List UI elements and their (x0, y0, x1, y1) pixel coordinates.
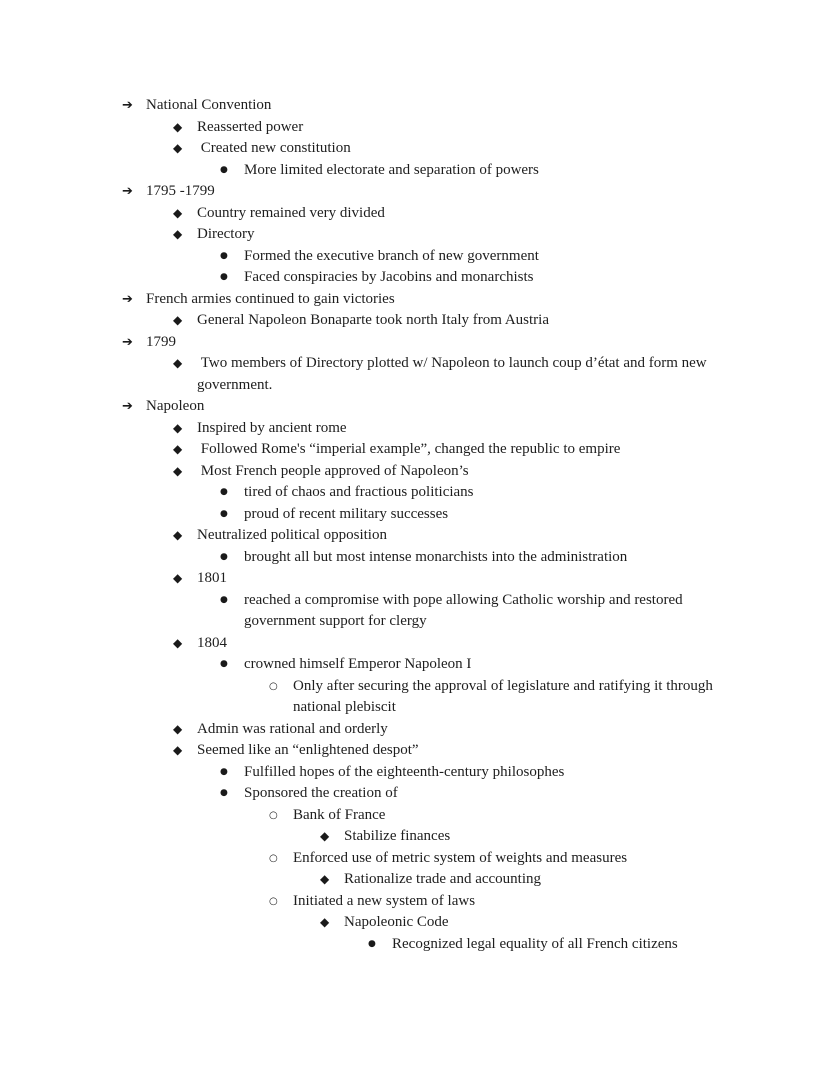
list-item (0, 805, 731, 827)
list-item-text: brought all but most intense monarchists into the administration (244, 548, 628, 565)
circle-bullet-icon: ○ (269, 809, 278, 821)
list-item-text: Country remained very divided (197, 204, 385, 221)
list-item (0, 203, 731, 225)
list-item (0, 912, 731, 934)
list-item (0, 762, 731, 784)
list-item-text: reached a compromise with pope allowing Catholic worship and restored government support for clergy (244, 591, 687, 629)
list-item (0, 138, 731, 160)
list-item-text: 1804 (197, 634, 227, 651)
list-item (0, 826, 731, 848)
list-item-text: proud of recent military successes (244, 505, 449, 522)
list-item-text: Created new constitution (197, 140, 351, 156)
list-item-text: 1799 (146, 333, 176, 350)
list-item (0, 869, 731, 891)
list-item (0, 396, 731, 418)
list-item-text: Most French people approved of Napoleon’s (197, 462, 469, 479)
disc-bullet-icon: ● (220, 164, 228, 175)
list-item (0, 719, 731, 741)
list-item (0, 783, 731, 805)
list-item-text: tired of chaos and fractious politicians (244, 484, 474, 500)
list-item-text: Napoleon (146, 398, 205, 414)
list-item (0, 117, 731, 139)
circle-bullet-icon: ○ (269, 852, 278, 864)
diamond-bullet-icon: ◆ (173, 141, 183, 155)
diamond-bullet-icon: ◆ (320, 915, 330, 929)
disc-bullet-icon: ● (220, 508, 228, 519)
diamond-bullet-icon: ◆ (173, 227, 183, 241)
list-item-text: Bank of France (293, 806, 386, 823)
list-item (0, 418, 731, 440)
list-item-text: Formed the executive branch of new government (244, 247, 539, 264)
list-item (0, 676, 731, 719)
list-item (0, 95, 731, 117)
disc-bullet-icon: ● (220, 766, 228, 777)
list-item (0, 848, 731, 870)
list-item (0, 934, 731, 956)
list-item-text: Rationalize trade and accounting (344, 871, 541, 887)
list-item-text: Enforced use of metric system of weights and measures (293, 849, 628, 866)
list-item (0, 224, 731, 246)
list-item (0, 353, 731, 396)
list-item-text: National Convention (146, 97, 272, 113)
diamond-bullet-icon: ◆ (173, 571, 183, 585)
list-item-text: General Napoleon Bonaparte took north Italy from Austria (197, 312, 549, 328)
list-item (0, 310, 731, 332)
list-item-text: Neutralized political opposition (197, 527, 387, 543)
arrow-bullet-icon: ➔ (122, 334, 133, 350)
list-item-text: Napoleonic Code (344, 914, 449, 930)
list-item-text: Initiated a new system of laws (293, 892, 476, 909)
diamond-bullet-icon: ◆ (173, 743, 183, 757)
disc-bullet-icon: ● (220, 551, 228, 562)
list-item-text: Directory (197, 226, 255, 242)
list-item-text: More limited electorate and separation of powers (244, 161, 539, 178)
list-item (0, 246, 731, 268)
list-item-text: 1801 (197, 570, 227, 586)
list-item (0, 439, 731, 461)
list-item-text: Inspired by ancient rome (197, 419, 347, 436)
disc-bullet-icon: ● (220, 594, 228, 605)
list-item (0, 461, 731, 483)
list-item (0, 633, 731, 655)
circle-bullet-icon: ○ (269, 680, 278, 692)
diamond-bullet-icon: ◆ (173, 119, 183, 134)
list-item (0, 289, 731, 311)
list-item (0, 547, 731, 569)
diamond-bullet-icon: ◆ (173, 420, 183, 435)
list-item (0, 654, 731, 676)
list-item-text: Stabilize finances (344, 828, 451, 844)
list-item-text: Seemed like an “enlightened despot” (197, 742, 419, 758)
list-item (0, 590, 731, 633)
arrow-bullet-icon: ➔ (122, 291, 133, 307)
disc-bullet-icon: ● (220, 659, 228, 669)
list-item (0, 332, 731, 354)
list-item (0, 160, 731, 182)
list-item (0, 525, 731, 547)
diamond-bullet-icon: ◆ (173, 721, 183, 736)
diamond-bullet-icon: ◆ (173, 205, 183, 220)
disc-bullet-icon: ● (368, 938, 376, 949)
arrow-bullet-icon: ➔ (122, 184, 133, 199)
disc-bullet-icon: ● (220, 788, 228, 798)
diamond-bullet-icon: ◆ (320, 872, 330, 886)
list-item (0, 482, 731, 504)
list-item-text: French armies continued to gain victories (146, 290, 395, 307)
circle-bullet-icon: ○ (269, 895, 278, 907)
list-item-text: crowned himself Emperor Napoleon I (244, 656, 472, 672)
list-item-text: Recognized legal equality of all French citizens (392, 935, 678, 952)
diamond-bullet-icon: ◆ (173, 635, 183, 650)
list-item-text: Two members of Directory plotted w/ Napoleon to launch coup d’état and form new government. (197, 355, 711, 393)
list-item (0, 568, 731, 590)
list-item-text: Followed Rome's “imperial example”, changed the republic to empire (197, 441, 621, 457)
diamond-bullet-icon: ◆ (173, 356, 183, 370)
arrow-bullet-icon: ➔ (122, 98, 133, 113)
list-item (0, 504, 731, 526)
list-item (0, 740, 731, 762)
list-item-text: Fulfilled hopes of the eighteenth-century philosophes (244, 763, 565, 780)
list-item-text: Reasserted power (197, 118, 304, 135)
list-item-text: Admin was rational and orderly (197, 720, 388, 737)
diamond-bullet-icon: ◆ (320, 829, 330, 843)
diamond-bullet-icon: ◆ (173, 313, 183, 327)
arrow-bullet-icon: ➔ (122, 399, 133, 414)
list-item-text: Only after securing the approval of legislature and ratifying it through national plebiscit (293, 677, 717, 715)
diamond-bullet-icon: ◆ (173, 528, 183, 542)
list-item (0, 267, 731, 289)
list-item-text: Sponsored the creation of (244, 785, 398, 801)
list-item-text: 1795 -1799 (146, 183, 215, 199)
disc-bullet-icon: ● (220, 487, 228, 497)
list-item (0, 181, 731, 203)
diamond-bullet-icon: ◆ (173, 463, 183, 478)
disc-bullet-icon: ● (220, 250, 228, 261)
list-item (0, 891, 731, 913)
diamond-bullet-icon: ◆ (173, 442, 183, 456)
list-item-text: Faced conspiracies by Jacobins and monarchists (244, 269, 534, 285)
disc-bullet-icon: ● (220, 272, 228, 282)
